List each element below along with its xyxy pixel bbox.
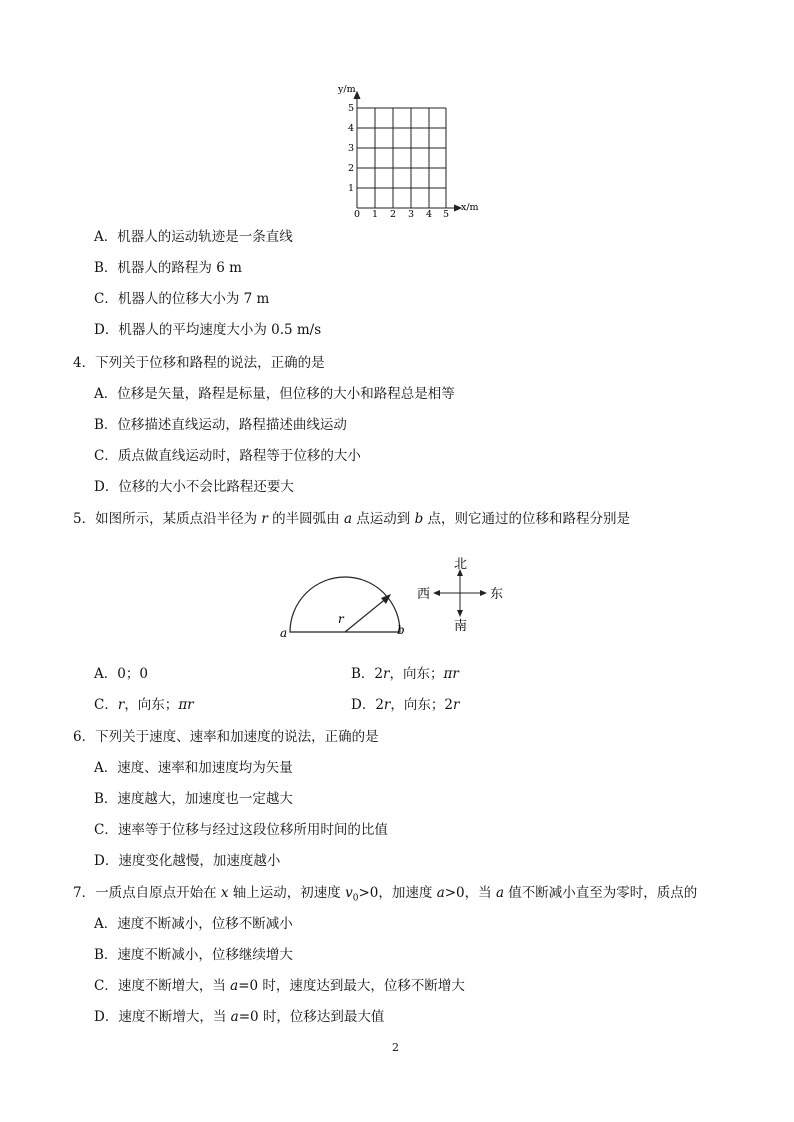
q7-stem: 7．一质点自原点开始在 x 轴上运动，初速度 $v_0>0$，加速度 a>0，当 a 值不断减小直至为零时，质点的 xyxy=(73,885,698,904)
x-tick: 5 xyxy=(442,209,450,217)
q3-option-a: A．机器人的运动轨迹是一条直线 xyxy=(94,229,293,245)
q6-option-a: A．速度、速率和加速度均为矢量 xyxy=(94,760,293,776)
q5-option-d: D．2r，向东；2r xyxy=(351,697,460,713)
radius-label: r xyxy=(338,612,344,626)
y-tick: 4 xyxy=(347,123,354,134)
q4-option-b: B．位移描述直线运动，路程描述曲线运动 xyxy=(94,417,347,433)
q5-option-b: B．2r，向东；πr xyxy=(351,666,459,682)
compass-west: 西 xyxy=(417,587,431,602)
q6-option-c: C．速率等于位移与经过这段位移所用时间的比值 xyxy=(94,822,388,838)
q7-option-c: C．速度不断增大，当 a=0 时，速度达到最大，位移不断增大 xyxy=(94,978,465,994)
y-tick: 1 xyxy=(347,183,354,194)
q6-stem: 6．下列关于速度、速率和加速度的说法，正确的是 xyxy=(73,729,379,745)
q7-option-a: A．速度不断减小，位移不断减小 xyxy=(94,916,293,932)
page-number: 2 xyxy=(392,1041,399,1054)
q4-option-d: D．位移的大小不会比路程还要大 xyxy=(94,479,294,495)
x-tick: 1 xyxy=(371,209,379,217)
q6-option-d: D．速度变化越慢，加速度越小 xyxy=(94,853,281,869)
q6-option-b: B．速度越大，加速度也一定越大 xyxy=(94,791,293,807)
y-axis-label: y/m xyxy=(338,84,356,95)
compass-north: 北 xyxy=(454,557,468,572)
compass-south: 南 xyxy=(454,619,468,634)
compass-east: 东 xyxy=(490,587,504,602)
q3-option-c: C．机器人的位移大小为 7 m xyxy=(94,291,270,307)
compass-figure xyxy=(412,552,512,634)
semicircle-figure xyxy=(270,560,420,645)
x-tick: 2 xyxy=(389,209,397,217)
x-axis-label: x/m xyxy=(461,202,479,213)
q3-option-b: B．机器人的路程为 6 m xyxy=(94,260,242,276)
q5-option-a: A．0；0 xyxy=(94,666,148,682)
q3-option-d: D．机器人的平均速度大小为 0.5 m/s xyxy=(94,322,322,338)
q5-option-c: C．r，向东；πr xyxy=(94,697,194,713)
y-tick: 2 xyxy=(347,163,354,174)
point-a-label: a xyxy=(280,626,288,640)
q7-option-b: B．速度不断减小，位移继续增大 xyxy=(94,947,293,963)
x-tick: 0 xyxy=(353,209,361,217)
q7-option-d: D．速度不断增大，当 a=0 时，位移达到最大值 xyxy=(94,1009,385,1025)
y-tick: 3 xyxy=(347,143,354,154)
point-b-label: b xyxy=(397,623,405,637)
x-tick: 3 xyxy=(407,209,415,217)
q5-stem: 5．如图所示，某质点沿半径为 r 的半圆弧由 a 点运动到 b 点，则它通过的位移和路程分别是 xyxy=(73,511,631,527)
grid-figure xyxy=(330,82,490,217)
q4-option-c: C．质点做直线运动时，路程等于位移的大小 xyxy=(94,448,361,464)
q4-option-a: A．位移是矢量，路程是标量，但位移的大小和路程总是相等 xyxy=(94,386,455,402)
q4-stem: 4．下列关于位移和路程的说法，正确的是 xyxy=(73,355,325,371)
y-tick: 5 xyxy=(347,103,354,114)
x-tick: 4 xyxy=(425,209,433,217)
